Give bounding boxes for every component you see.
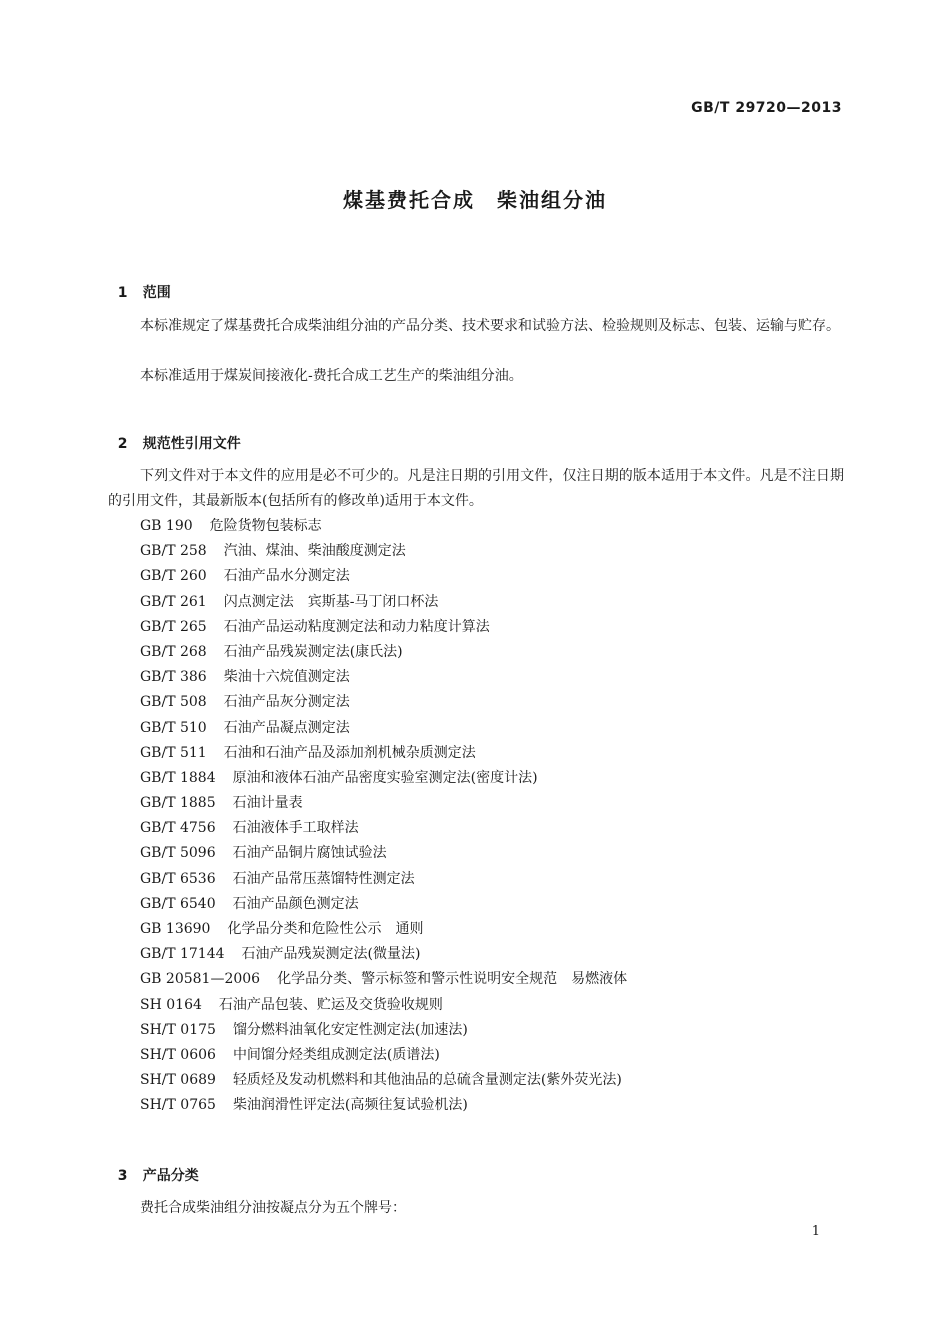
- reference-title: 柴油十六烷值测定法: [223, 669, 350, 686]
- section-title: 规范性引用文件: [142, 436, 241, 452]
- reference-item: [140, 967, 627, 992]
- reference-code: GB/T 268: [140, 643, 207, 660]
- reference-title: 石油产品包装、贮运及交货验收规则: [218, 996, 443, 1013]
- reference-title: 危险货物包装标志: [209, 518, 322, 534]
- reference-item: [140, 766, 627, 791]
- reference-item: [140, 816, 627, 841]
- reference-code: SH/T 0606: [140, 1046, 216, 1063]
- reference-item: [140, 564, 627, 589]
- reference-item: [140, 615, 627, 640]
- reference-code: GB/T 5096: [140, 845, 216, 862]
- reference-title: 石油产品常压蒸馏特性测定法: [232, 870, 415, 887]
- reference-item: [140, 993, 627, 1018]
- reference-code: GB/T 17144: [140, 946, 225, 963]
- reference-item: [140, 1093, 627, 1118]
- reference-item: [140, 791, 627, 816]
- reference-title: 柴油润滑性评定法(高频往复试验机法): [232, 1097, 468, 1114]
- reference-item: [140, 942, 627, 967]
- reference-title: 馏分燃料油氧化安定性测定法(加速法): [232, 1021, 468, 1038]
- normative-references-list: [140, 514, 627, 1119]
- reference-item: [140, 841, 627, 866]
- reference-code: GB/T 511: [140, 744, 207, 761]
- reference-item: [140, 917, 627, 942]
- reference-code: GB/T 6540: [140, 895, 216, 912]
- reference-item: [140, 1018, 627, 1043]
- reference-title: 化学品分类、警示标签和警示性说明安全规范 易燃液体: [277, 971, 628, 988]
- section-number: 3: [117, 1168, 128, 1184]
- section-2-heading: [108, 417, 241, 453]
- reference-code: GB 13690: [140, 921, 211, 937]
- reference-item: [140, 539, 627, 564]
- reference-title: 石油产品凝点测定法: [223, 719, 350, 736]
- reference-title: 石油产品运动粘度测定法和动力粘度计算法: [223, 618, 490, 635]
- reference-code: GB/T 4756: [140, 820, 216, 837]
- reference-code: SH/T 0689: [140, 1072, 216, 1089]
- section-1-paragraph-1: 本标准规定了煤基费托合成柴油组分油的产品分类、技术要求和试验方法、检验规则及标志、包装、运输与贮存。: [140, 318, 840, 334]
- section-1-paragraph-2: 本标准适用于煤炭间接液化-费托合成工艺生产的柴油组分油。: [140, 368, 523, 384]
- reference-code: GB 20581—2006: [140, 971, 261, 988]
- reference-title: 轻质烃及发动机燃料和其他油品的总硫含量测定法(紫外荧光法): [232, 1072, 622, 1089]
- reference-code: GB/T 6536: [140, 870, 216, 887]
- reference-item: [140, 716, 627, 741]
- reference-item: [140, 892, 627, 917]
- reference-item: [140, 690, 627, 715]
- reference-code: GB/T 510: [140, 719, 207, 736]
- reference-title: 石油产品水分测定法: [223, 568, 350, 585]
- reference-item: [140, 1043, 627, 1068]
- reference-title: 原油和液体石油产品密度实验室测定法(密度计法): [232, 769, 538, 786]
- reference-code: GB/T 508: [140, 694, 207, 711]
- reference-item: [140, 1068, 627, 1093]
- reference-title: 石油产品灰分测定法: [223, 694, 350, 711]
- reference-code: SH/T 0175: [140, 1021, 216, 1038]
- reference-code: SH/T 0765: [140, 1097, 216, 1114]
- section-3-paragraph-1: 费托合成柴油组分油按凝点分为五个牌号：: [140, 1200, 406, 1216]
- reference-item: [140, 665, 627, 690]
- reference-title: 石油产品铜片腐蚀试验法: [232, 845, 387, 862]
- section-title: 产品分类: [142, 1168, 199, 1184]
- document-title: 煤基费托合成 柴油组分油: [343, 188, 607, 212]
- section-2-paragraph-1: 下列文件对于本文件的应用是必不可少的。凡是注日期的引用文件，仅注日期的版本适用于本文件。凡是不注日期的引用文件，其最新版本(包括所有的修改单)适用于本文件。: [108, 468, 844, 509]
- reference-code: GB 190: [140, 518, 193, 534]
- reference-item: [140, 514, 627, 539]
- reference-item: [140, 867, 627, 892]
- reference-title: 中间馏分烃类组成测定法(质谱法): [232, 1046, 440, 1063]
- reference-title: 石油产品颜色测定法: [232, 895, 359, 912]
- section-3-heading: [108, 1149, 199, 1185]
- reference-code: GB/T 1885: [140, 795, 216, 812]
- reference-title: 化学品分类和危险性公示 通则: [227, 921, 424, 937]
- reference-item: [140, 741, 627, 766]
- reference-code: GB/T 261: [140, 593, 207, 610]
- reference-title: 石油计量表: [232, 795, 303, 812]
- reference-code: SH 0164: [140, 996, 202, 1013]
- reference-title: 石油产品残炭测定法(微量法): [241, 946, 421, 963]
- reference-item: [140, 640, 627, 665]
- reference-title: 汽油、煤油、柴油酸度测定法: [223, 543, 406, 560]
- reference-title: 石油和石油产品及添加剂机械杂质测定法: [223, 744, 476, 761]
- reference-code: GB/T 258: [140, 543, 207, 560]
- standard-code: GB/T 29720—2013: [691, 100, 842, 116]
- reference-code: GB/T 386: [140, 669, 207, 686]
- reference-title: 石油产品残炭测定法(康氏法): [223, 643, 403, 660]
- section-title: 范围: [142, 285, 171, 301]
- section-number: 2: [117, 436, 128, 452]
- reference-code: GB/T 260: [140, 568, 207, 585]
- page-number: 1: [811, 1224, 820, 1239]
- section-1-heading: [108, 266, 171, 302]
- reference-title: 石油液体手工取样法: [232, 820, 359, 837]
- section-number: 1: [117, 285, 128, 301]
- reference-item: [140, 590, 627, 615]
- reference-title: 闪点测定法 宾斯基-马丁闭口杯法: [223, 593, 439, 610]
- reference-code: GB/T 265: [140, 618, 207, 635]
- reference-code: GB/T 1884: [140, 769, 216, 786]
